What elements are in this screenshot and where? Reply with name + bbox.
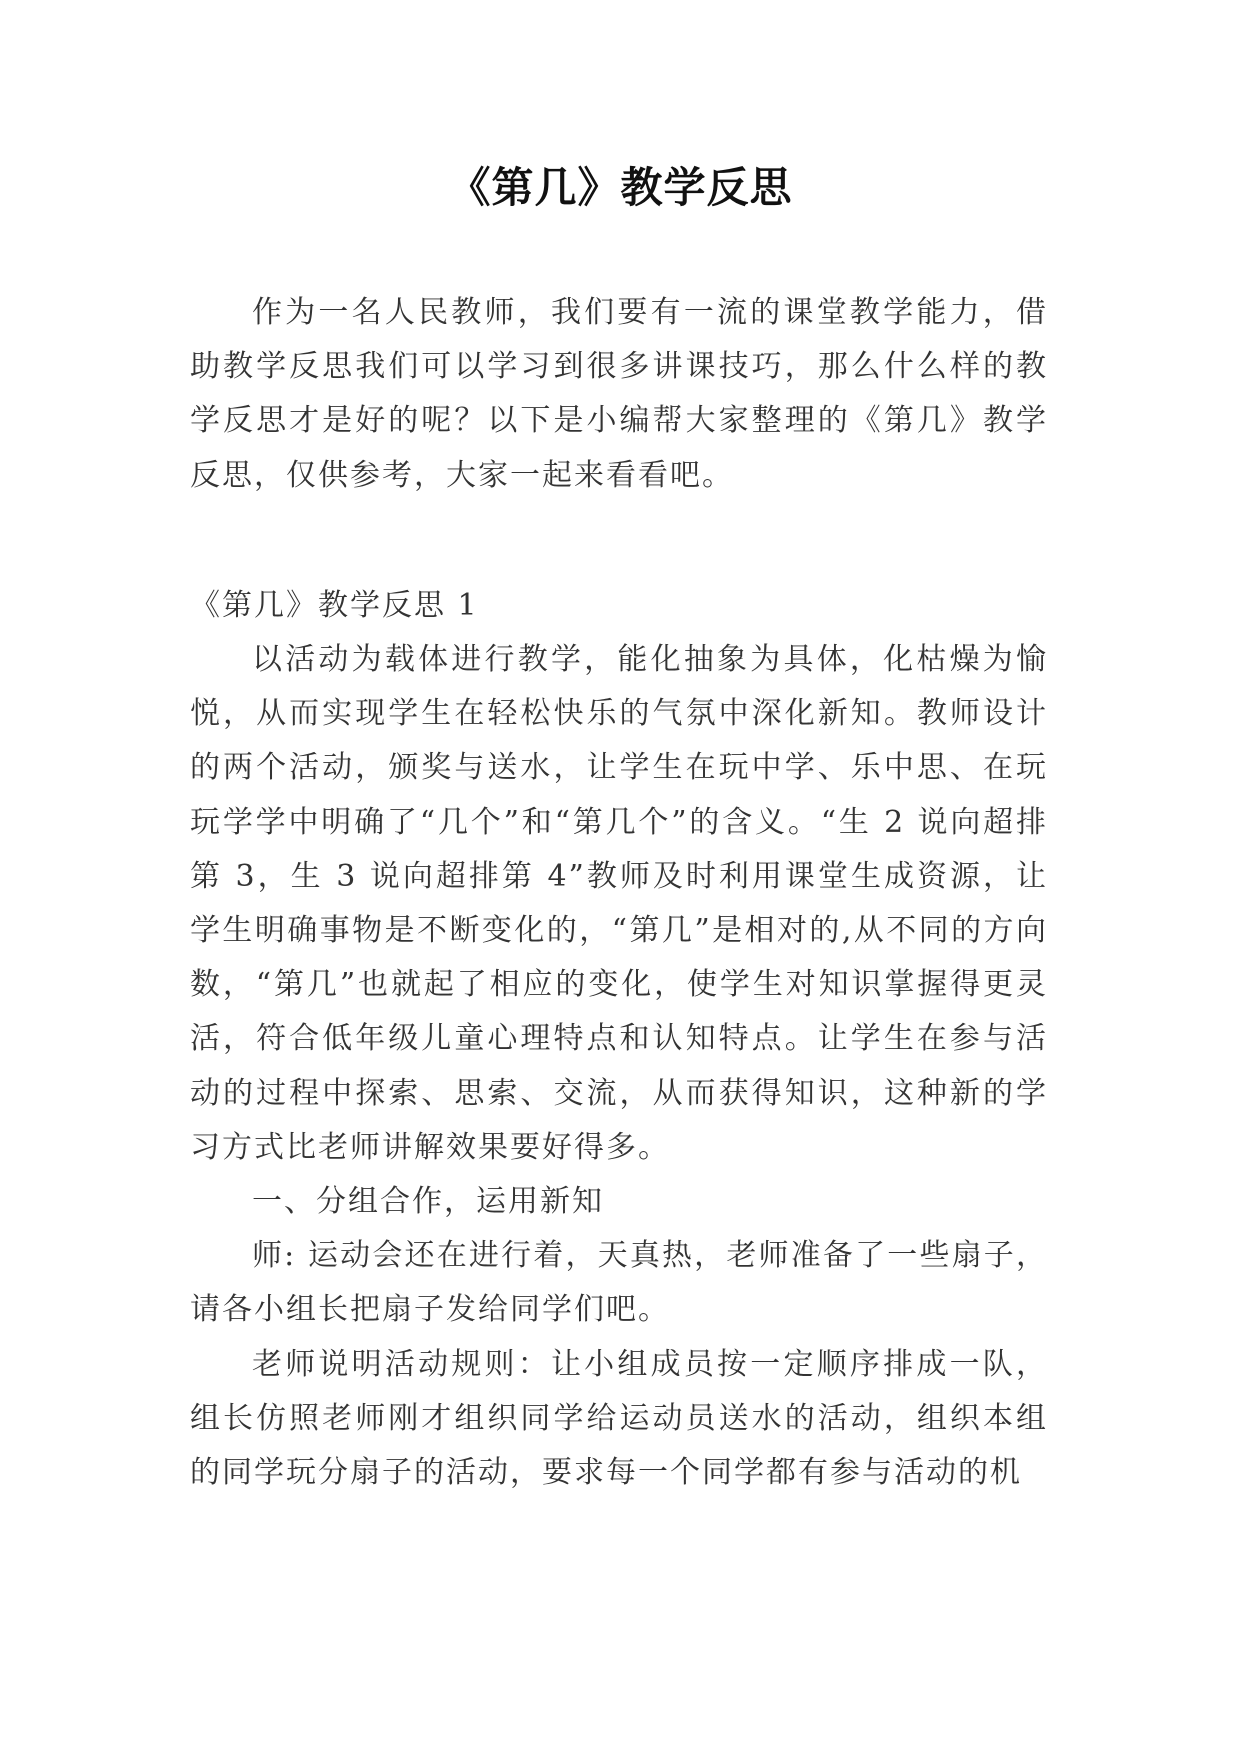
body-paragraph: 以活动为载体进行教学，能化抽象为具体，化枯燥为愉悦，从而实现学生在轻松快乐的气氛中深化新知。教师设计的两个活动，颁奖与送水，让学生在玩中学、乐中思、在玩玩学学中明确了“几个”和“第几个”的含义。“生 2 说向超排第 3，生 3 说向超排第 4”教师及时利用课堂生成资源，让学生明确事物是不断变化的，“第几”是相对的,从不同的方向数，“第几”也就起了相应的变化，使学生对知识掌握得更灵活，符合低年级儿童心理特点和认知特点。让学生在参与活动的过程中探索、思索、交流，从而获得知识，这种新的学习方式比老师讲解效果要好得多。	[190, 642, 1048, 1165]
body-paragraph: 师: 运动会还在进行着，天真热，老师准备了一些扇子，请各小组长把扇子发给同学们吧。	[190, 1238, 1048, 1328]
intro-paragraph: 作为一名人民教师，我们要有一流的课堂教学能力，借助教学反思我们可以学习到很多讲课技巧，那么什么样的教学反思才是好的呢？以下是小编帮大家整理的《第几》教学反思，仅供参考，大家一起来看看吧。	[190, 295, 1048, 493]
document-body	[190, 286, 1048, 1500]
document-title: 《第几》教学反思	[448, 163, 793, 212]
subheading-paragraph: 一、分组合作，运用新知	[252, 1184, 604, 1220]
section-heading: 《第几》教学反思 1	[190, 587, 479, 623]
body-paragraph: 老师说明活动规则：让小组成员按一定顺序排成一队，组长仿照老师刚才组织同学给运动员送水的活动，组织本组的同学玩分扇子的活动，要求每一个同学都有参与活动的机	[190, 1346, 1048, 1491]
